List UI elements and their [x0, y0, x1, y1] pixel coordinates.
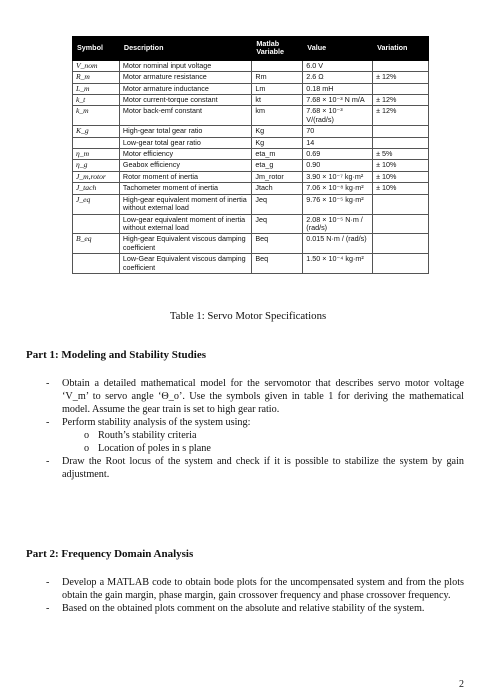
cell-symbol	[73, 214, 120, 234]
part1-bullet-root-locus: Draw the Root locus of the system and check if it is possible to stabilize the system by gain adjustment.	[62, 456, 464, 480]
header-variation: Variation	[373, 37, 429, 61]
cell-variation	[373, 126, 429, 137]
part1-sub-routh: Routh’s stability criteria	[98, 430, 197, 441]
table-row	[73, 60, 429, 71]
cell-symbol: V_nom	[73, 60, 120, 71]
cell-matlab: km	[252, 106, 303, 126]
cell-description: Tachometer moment of inertia	[119, 183, 251, 194]
cell-symbol: k_t	[73, 95, 120, 106]
part2-bullet-list	[46, 576, 464, 615]
cell-matlab: Rm	[252, 72, 303, 83]
table-caption: Table 1: Servo Motor Specifications	[169, 310, 327, 322]
cell-matlab: Jeq	[252, 214, 303, 234]
cell-variation	[373, 60, 429, 71]
cell-description: Motor armature resistance	[119, 72, 251, 83]
part2-heading: Part 2: Frequency Domain Analysis	[26, 548, 194, 560]
cell-description: Motor efficiency	[119, 149, 251, 160]
cell-symbol: R_m	[73, 72, 120, 83]
cell-value: 3.90 × 10⁻⁷ kg·m²	[303, 171, 373, 182]
cell-value: 7.68 × 10⁻³ V/(rad/s)	[303, 106, 373, 126]
cell-symbol	[73, 254, 120, 274]
cell-matlab: Jtach	[252, 183, 303, 194]
cell-matlab: Kg	[252, 137, 303, 148]
cell-symbol: J_m,rotor	[73, 171, 120, 182]
cell-variation	[373, 214, 429, 234]
cell-description: Geabox efficiency	[119, 160, 251, 171]
table-row	[73, 149, 429, 160]
header-symbol: Symbol	[73, 37, 120, 61]
cell-value: 0.90	[303, 160, 373, 171]
part2-bullet-bode: Develop a MATLAB code to obtain bode plots for the uncompensated system and from the plots obtain the gain margin, phase margin, gain crossover frequency and phase crossover frequency.	[62, 577, 464, 601]
cell-matlab: eta_g	[252, 160, 303, 171]
cell-value: 2.08 × 10⁻⁵ N·m / (rad/s)	[303, 214, 373, 234]
table-row	[73, 214, 429, 234]
cell-symbol: η_g	[73, 160, 120, 171]
cell-description: Rotor moment of inertia	[119, 171, 251, 182]
dash-bullet-icon: -	[46, 378, 50, 389]
cell-value: 0.69	[303, 149, 373, 160]
cell-matlab: Beq	[252, 234, 303, 254]
part2-bullet-comment: Based on the obtained plots comment on the absolute and relative stability of the system.	[62, 603, 425, 614]
cell-variation: ± 5%	[373, 149, 429, 160]
header-value: Value	[303, 37, 373, 61]
motor-spec-table	[72, 36, 429, 274]
cell-matlab: eta_m	[252, 149, 303, 160]
part1-sub-poles: Location of poles in s plane	[98, 443, 211, 454]
cell-variation: ± 12%	[373, 72, 429, 83]
cell-value: 0.015 N·m / (rad/s)	[303, 234, 373, 254]
page-number: 2	[459, 679, 464, 690]
cell-value: 0.18 mH	[303, 83, 373, 94]
cell-description: Motor armature inductance	[119, 83, 251, 94]
cell-description: High-gear Equivalent viscous damping coefficient	[119, 234, 251, 254]
list-item	[46, 416, 464, 429]
cell-symbol: L_m	[73, 83, 120, 94]
cell-symbol: k_m	[73, 106, 120, 126]
cell-symbol: J_eq	[73, 194, 120, 214]
cell-symbol: η_m	[73, 149, 120, 160]
dash-bullet-icon: -	[46, 577, 50, 588]
part1-bullet-model: Obtain a detailed mathematical model for the servomotor that describes servo motor voltage ‘V_m’ to servo angle ‘Θ_o’. Use the symbols given in table 1 for deriving the mathematical model. Assume the gear train is set to high gear ratio.	[62, 378, 464, 415]
cell-value: 2.6 Ω	[303, 72, 373, 83]
table-row	[73, 95, 429, 106]
cell-variation	[373, 194, 429, 214]
cell-variation: ± 12%	[373, 106, 429, 126]
cell-value: 9.76 × 10⁻⁵ kg·m²	[303, 194, 373, 214]
cell-matlab: Jm_rotor	[252, 171, 303, 182]
table-row	[73, 137, 429, 148]
cell-value: 6.0 V	[303, 60, 373, 71]
cell-matlab	[252, 60, 303, 71]
cell-matlab: kt	[252, 95, 303, 106]
table-row	[73, 194, 429, 214]
cell-variation: ± 10%	[373, 183, 429, 194]
cell-value: 70	[303, 126, 373, 137]
cell-description: High-gear total gear ratio	[119, 126, 251, 137]
cell-value: 14	[303, 137, 373, 148]
list-item	[46, 442, 464, 455]
table-row	[73, 183, 429, 194]
table-row	[73, 171, 429, 182]
part1-heading: Part 1: Modeling and Stability Studies	[26, 349, 206, 361]
cell-description: Motor back-emf constant	[119, 106, 251, 126]
dash-bullet-icon: -	[46, 456, 50, 467]
table-row	[73, 234, 429, 254]
dash-bullet-icon: -	[46, 603, 50, 614]
cell-matlab: Kg	[252, 126, 303, 137]
list-item	[46, 602, 464, 615]
cell-description: Motor current-torque constant	[119, 95, 251, 106]
cell-description: High-gear equivalent moment of inertia without external load	[119, 194, 251, 214]
cell-variation: ± 10%	[373, 171, 429, 182]
circle-bullet-icon: o	[84, 430, 90, 441]
list-item	[46, 377, 464, 416]
table-row	[73, 83, 429, 94]
cell-matlab: Jeq	[252, 194, 303, 214]
part1-bullet-list	[46, 377, 464, 481]
cell-description: Motor nominal input voltage	[119, 60, 251, 71]
table-row	[73, 106, 429, 126]
cell-variation	[373, 234, 429, 254]
cell-value: 7.06 × 10⁻⁸ kg·m²	[303, 183, 373, 194]
header-description: Description	[119, 37, 251, 61]
cell-value: 1.50 × 10⁻⁴ kg·m²	[303, 254, 373, 274]
cell-variation	[373, 254, 429, 274]
cell-matlab: Lm	[252, 83, 303, 94]
list-item	[46, 429, 464, 442]
table-row	[73, 72, 429, 83]
cell-symbol: K_g	[73, 126, 120, 137]
cell-description: Low-gear equivalent moment of inertia without external load	[119, 214, 251, 234]
table-row	[73, 160, 429, 171]
cell-symbol: B_eq	[73, 234, 120, 254]
table-row	[73, 254, 429, 274]
cell-variation	[373, 83, 429, 94]
part1-bullet-stability: Perform stability analysis of the system using:	[62, 417, 251, 428]
cell-variation	[373, 137, 429, 148]
cell-description: Low-gear total gear ratio	[119, 137, 251, 148]
cell-matlab: Beq	[252, 254, 303, 274]
list-item	[46, 455, 464, 481]
dash-bullet-icon: -	[46, 417, 50, 428]
header-matlab-variable: Matlab Variable	[252, 37, 303, 61]
table-row	[73, 126, 429, 137]
cell-variation: ± 10%	[373, 160, 429, 171]
table-header-row	[73, 37, 429, 61]
cell-variation: ± 12%	[373, 95, 429, 106]
cell-symbol	[73, 137, 120, 148]
cell-symbol: J_tach	[73, 183, 120, 194]
circle-bullet-icon: o	[84, 443, 90, 454]
cell-description: Low-Gear Equivalent viscous damping coefficient	[119, 254, 251, 274]
cell-value: 7.68 × 10⁻³ N m/A	[303, 95, 373, 106]
list-item	[46, 576, 464, 602]
